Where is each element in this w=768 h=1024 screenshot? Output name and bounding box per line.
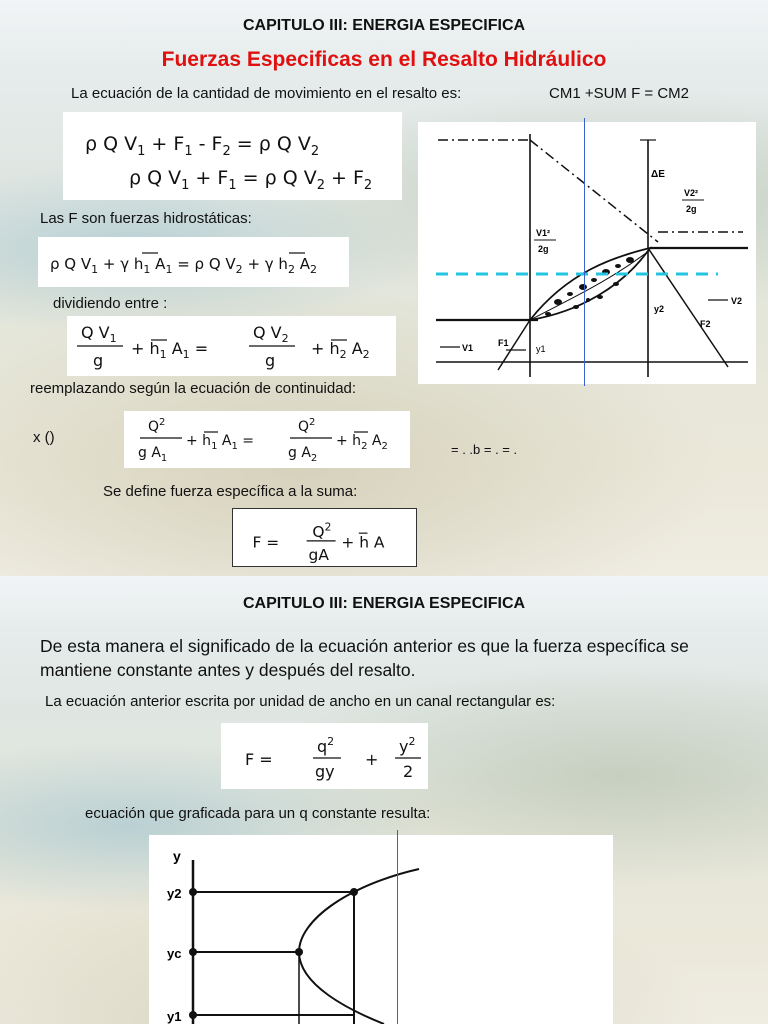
replacing-text: reemplazando según la ecuación de continuidad: xyxy=(30,380,357,397)
svg-text:gA: gA xyxy=(308,546,329,565)
svg-text:+: + xyxy=(365,750,379,769)
v1-head-label: V1² xyxy=(536,228,551,238)
svg-text:+ h A: + h A xyxy=(341,533,385,552)
continuity-equation xyxy=(124,411,410,468)
unit-width-text: La ecuación anterior escrita por unidad de ancho en un canal rectangular es: xyxy=(45,693,556,710)
specific-force-graph xyxy=(149,835,613,1024)
v1-label: V1 xyxy=(462,343,474,353)
f1-label: F1 xyxy=(498,338,509,348)
y1-level-label: y1 xyxy=(167,1009,182,1024)
v2-label: V2 xyxy=(731,296,743,306)
hydrostatic-equation xyxy=(38,237,349,287)
slide-2 xyxy=(0,576,768,1024)
yc-level-label: yc xyxy=(167,946,182,961)
dots-text: = . .b = . = . xyxy=(451,442,518,457)
svg-text:Q V1: Q $V_1$ xyxy=(81,323,117,345)
guide-line xyxy=(584,118,585,386)
momentum-equation-line-1: ρ Q $V_1 + F_1 - F_2 = \rho$ Q $V_2$ xyxy=(85,133,320,159)
svg-text:gy: gy xyxy=(315,762,335,781)
specific-force-equation xyxy=(232,508,417,567)
hydrostatic-text: Las F son fuerzas hidrostáticas: xyxy=(40,210,252,227)
v2-head-denominator: 2g xyxy=(686,204,697,214)
svg-text:q2: $q^2$ xyxy=(317,735,335,756)
hydraulic-jump-diagram xyxy=(418,122,756,384)
svg-text:ρ Q V1 + γ h1 A1 = ρ Q V2 + γ: ρ Q $V_1 + \gamma$ $h_1$ $A_1 = \rho$ Q $V_2 + \gamma$ $h_2$ $A_2$ xyxy=(50,255,317,276)
delta-e-label: ΔE xyxy=(651,169,665,180)
define-text: Se define fuerza específica a la suma: xyxy=(103,483,358,500)
guide-line-2 xyxy=(397,830,398,1024)
graph-text: ecuación que graficada para un q constante resulta: xyxy=(85,805,431,822)
chapter-title-2: CAPITULO III: ENERGIA ESPECIFICA xyxy=(242,595,526,612)
svg-text:F =: F = xyxy=(245,750,273,769)
unit-width-equation xyxy=(221,723,428,789)
x-text: x () xyxy=(33,429,55,446)
svg-text:Q2: $Q^2$ xyxy=(312,520,332,542)
svg-text:g A2: g $A_2$ xyxy=(288,445,318,464)
svg-text:Q V2: Q $V_2$ xyxy=(253,323,289,345)
v1-head-denominator: 2g xyxy=(538,244,549,254)
svg-text:g A1: g $A_1$ xyxy=(138,445,168,464)
momentum-equation xyxy=(63,112,402,200)
svg-text:y2: $y^2$ xyxy=(399,735,416,756)
y1-label: y1 xyxy=(536,344,546,354)
intro-text: La ecuación de la cantidad de movimiento en el resalto es: xyxy=(71,85,462,102)
y2-level-label: y2 xyxy=(167,886,182,901)
chapter-title: CAPITULO III: ENERGIA ESPECIFICA xyxy=(242,17,526,34)
svg-text:+ h1 A1 =: + $h_1$ $A_1$ = xyxy=(186,433,255,452)
svg-text:g: g xyxy=(93,351,104,370)
divided-equation xyxy=(67,316,396,376)
svg-text:Q2: $Q^2$ xyxy=(298,417,316,435)
svg-text:+ h2 A2: + $h_2$ $A_2$ xyxy=(336,433,388,452)
momentum-expression: CM1 +SUM F = CM2 xyxy=(549,85,690,102)
f2-label: F2 xyxy=(700,319,711,329)
meaning-text: De esta manera el significado de la ecuación anterior es que la fuerza específica se mantiene constante antes y después del resalto. xyxy=(40,636,689,680)
svg-text:+ h1 A1 =: + $h_1$ $A_1$ = xyxy=(131,339,209,361)
slide-subtitle: Fuerzas Especificas en el Resalto Hidráulico xyxy=(161,48,607,71)
svg-text:2: 2 xyxy=(403,762,414,781)
dividing-text: dividiendo entre : xyxy=(53,295,168,312)
momentum-equation-line-2: ρ Q $V_1 + F_1 = \rho$ Q $V_2 + F_2$ xyxy=(129,167,373,193)
y2-label: y2 xyxy=(654,304,665,314)
y-axis-label: y xyxy=(173,848,181,864)
v2-head-label: V2² xyxy=(684,188,699,198)
svg-text:g: g xyxy=(265,351,276,370)
svg-text:Q2: $Q^2$ xyxy=(148,417,166,435)
svg-text:F =: F = xyxy=(252,533,280,552)
svg-text:+ h2 A2: + $h_2$ $A_2$ xyxy=(311,339,370,361)
